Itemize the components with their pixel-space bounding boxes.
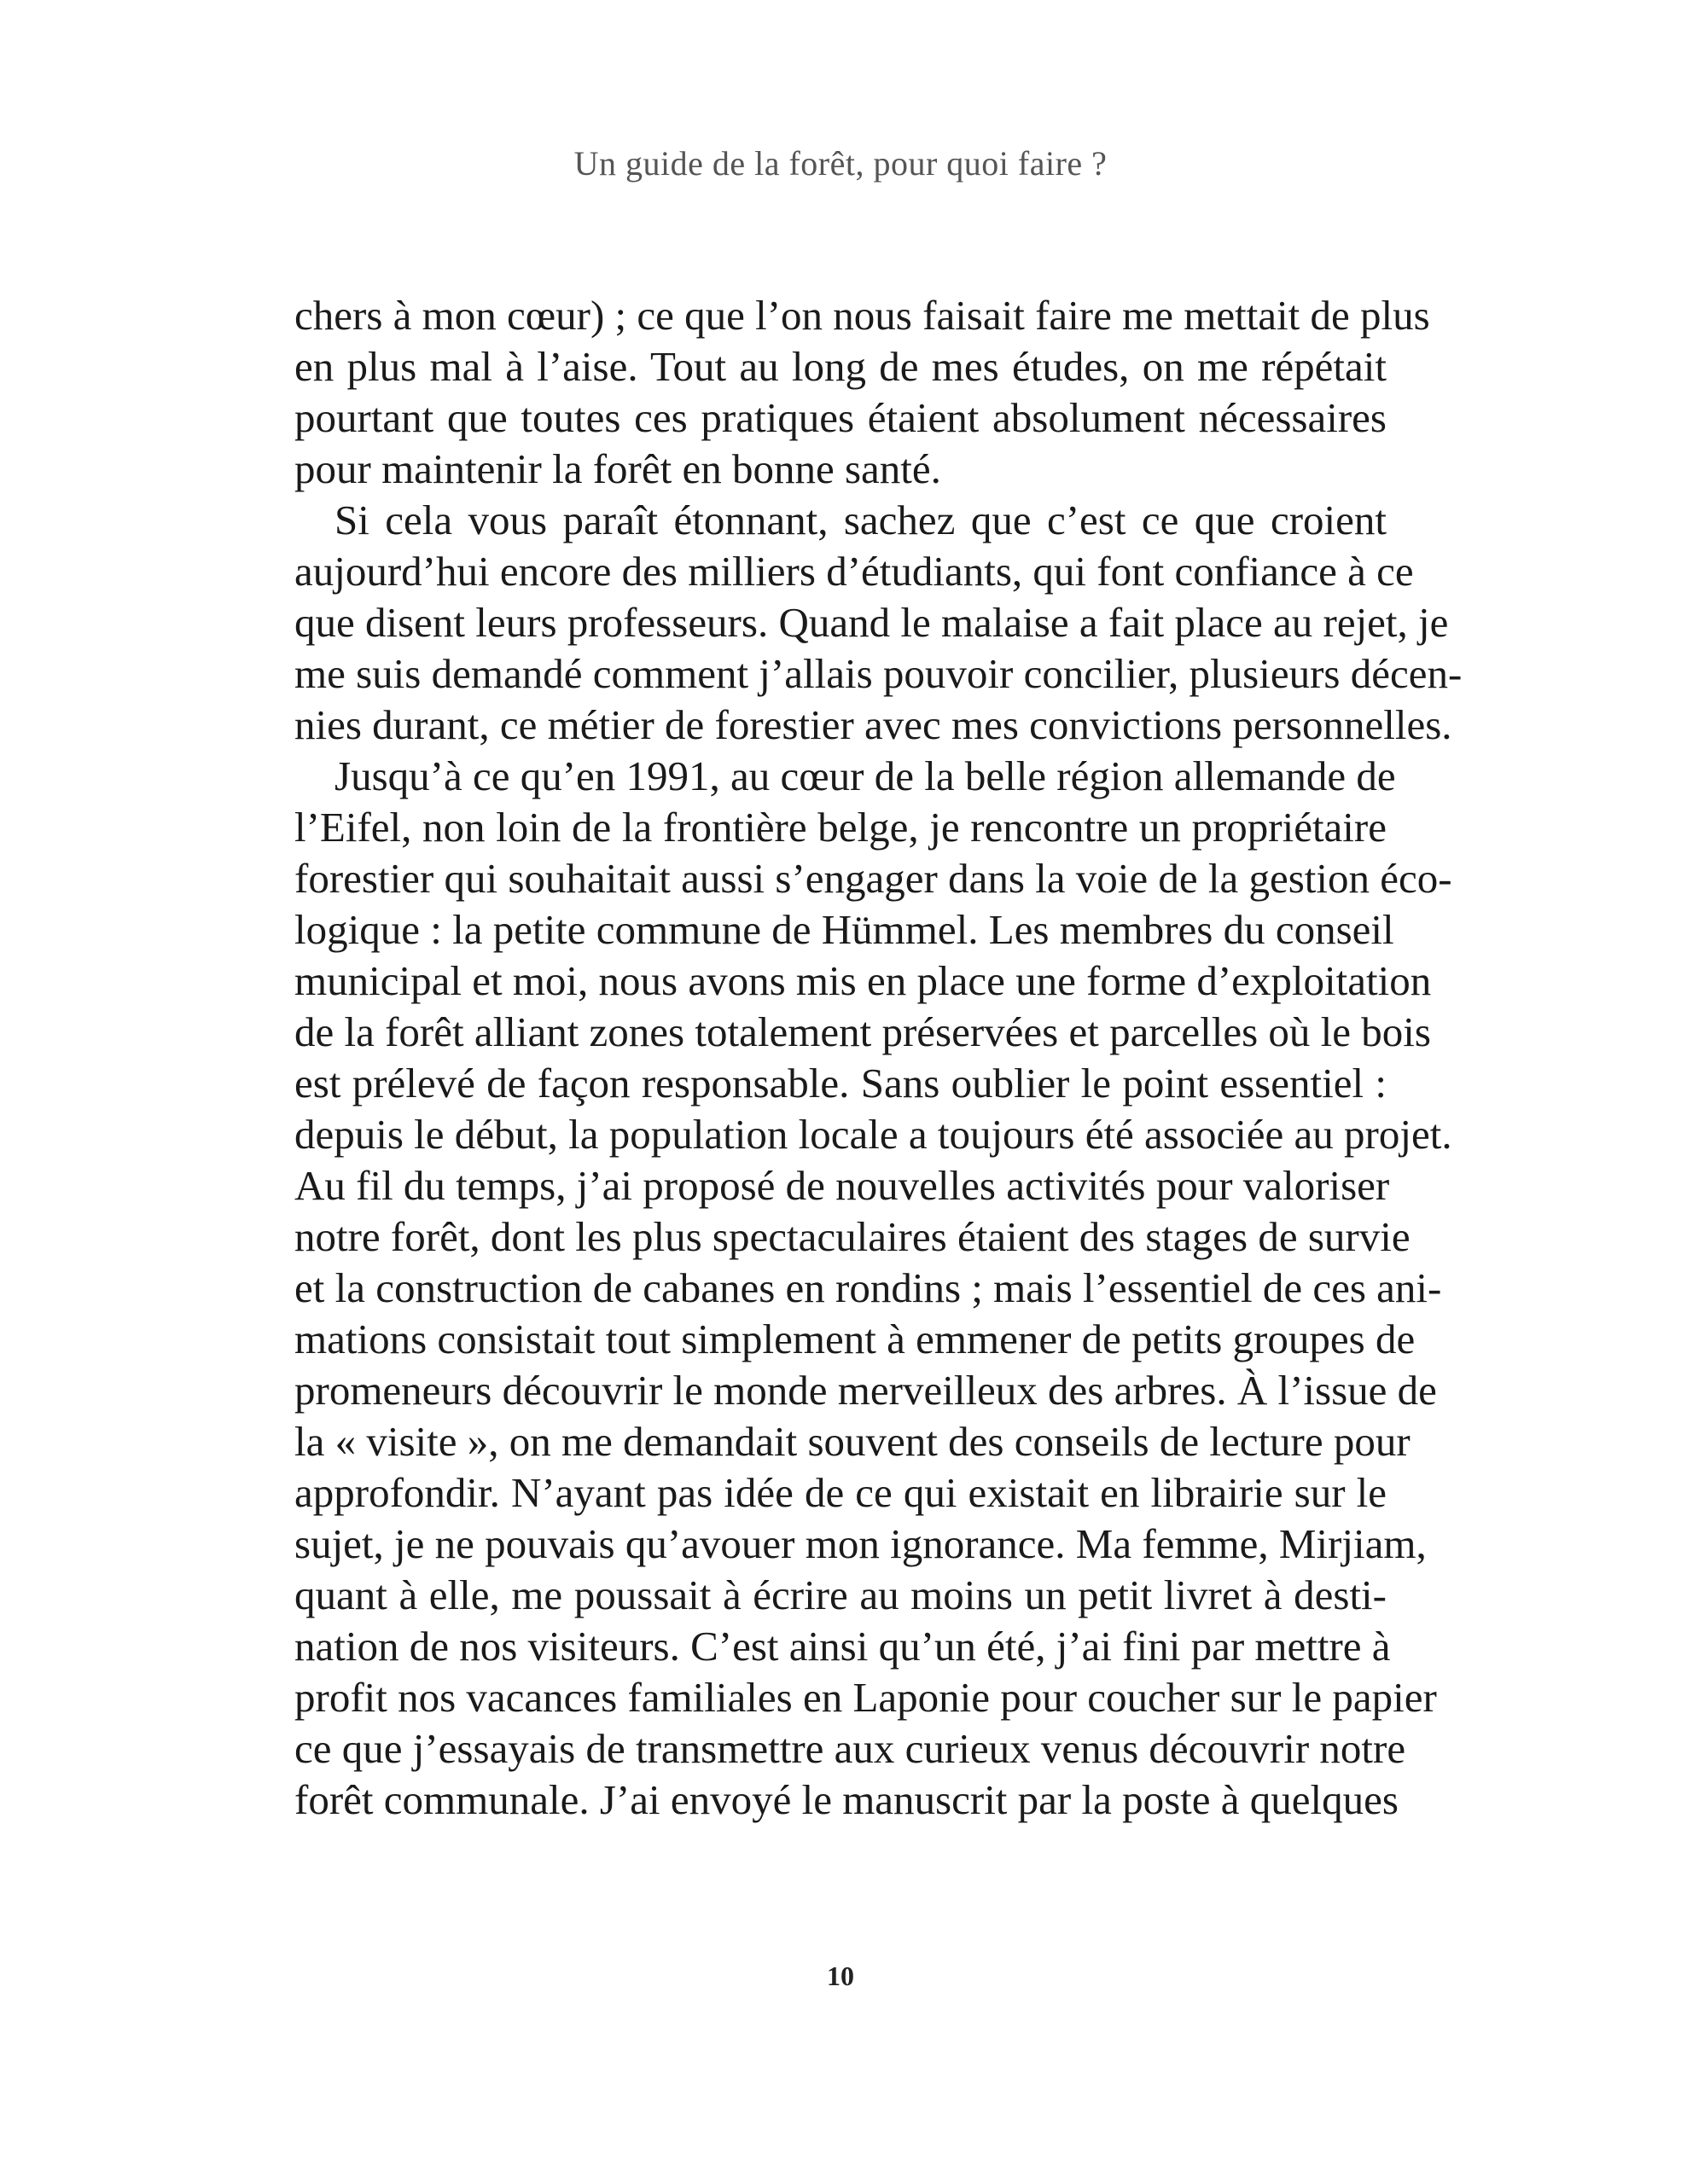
- text-line: forêt communale. J’ai envoyé le manuscrit par la poste à quelques: [294, 1776, 1399, 1823]
- text-line: Au fil du temps, j’ai proposé de nouvelles activités pour valoriser: [294, 1162, 1390, 1209]
- text-line: logique : la petite commune de Hümmel. Les membres du conseil: [294, 906, 1394, 953]
- text-line: quant à elle, me poussait à écrire au moins un petit livret à desti-: [294, 1571, 1387, 1618]
- text-line: profit nos vacances familiales en Laponie pour coucher sur le papier: [294, 1674, 1437, 1721]
- text-line: depuis le début, la population locale a toujours été associée au projet.: [294, 1111, 1452, 1158]
- text-line: aujourd’hui encore des milliers d’étudiants, qui font confiance à ce: [294, 548, 1414, 595]
- body-text: [294, 290, 1463, 1826]
- running-head: Un guide de la forêt, pour quoi faire ?: [573, 144, 1108, 183]
- text-line: approfondir. N’ayant pas idée de ce qui existait en librairie sur le: [294, 1469, 1387, 1516]
- text-line: est prélevé de façon responsable. Sans oublier le point essentiel :: [294, 1060, 1387, 1107]
- text-line: me suis demandé comment j’allais pouvoir concilier, plusieurs décen-: [294, 650, 1463, 697]
- text-line: que disent leurs professeurs. Quand le malaise a fait place au rejet, je: [294, 599, 1449, 646]
- text-line: notre forêt, dont les plus spectaculaires étaient des stages de survie: [294, 1213, 1411, 1260]
- text-line: l’Eifel, non loin de la frontière belge, je rencontre un propriétaire: [294, 804, 1387, 851]
- text-line: pourtant que toutes ces pratiques étaient absolument nécessaires: [294, 394, 1387, 441]
- text-line: chers à mon cœur) ; ce que l’on nous faisait faire me mettait de plus: [294, 292, 1430, 339]
- text-line: Si cela vous paraît étonnant, sachez que c’est ce que croient: [334, 497, 1387, 543]
- text-line: ce que j’essayais de transmettre aux curieux venus découvrir notre: [294, 1725, 1406, 1772]
- text-line: pour maintenir la forêt en bonne santé.: [294, 445, 941, 492]
- page-number: 10: [827, 1960, 854, 1991]
- text-line: Jusqu’à ce qu’en 1991, au cœur de la belle région allemande de: [334, 752, 1396, 799]
- text-line: de la forêt alliant zones totalement préservées et parcelles où le bois: [294, 1008, 1431, 1055]
- text-line: forestier qui souhaitait aussi s’engager dans la voie de la gestion éco-: [294, 855, 1452, 902]
- text-line: nies durant, ce métier de forestier avec mes convictions personnelles.: [294, 701, 1452, 748]
- text-line: mations consistait tout simplement à emmener de petits groupes de: [294, 1316, 1416, 1362]
- text-line: en plus mal à l’aise. Tout au long de mes études, on me répétait: [294, 343, 1387, 390]
- text-line: sujet, je ne pouvais qu’avouer mon ignorance. Ma femme, Mirjiam,: [294, 1520, 1427, 1567]
- text-line: promeneurs découvrir le monde merveilleux des arbres. À l’issue de: [294, 1367, 1437, 1414]
- text-line: nation de nos visiteurs. C’est ainsi qu’un été, j’ai fini par mettre à: [294, 1623, 1391, 1670]
- text-line: la « visite », on me demandait souvent des conseils de lecture pour: [294, 1418, 1411, 1465]
- text-line: et la construction de cabanes en rondins ; mais l’essentiel de ces ani-: [294, 1264, 1442, 1311]
- text-line: municipal et moi, nous avons mis en place une forme d’exploitation: [294, 957, 1432, 1004]
